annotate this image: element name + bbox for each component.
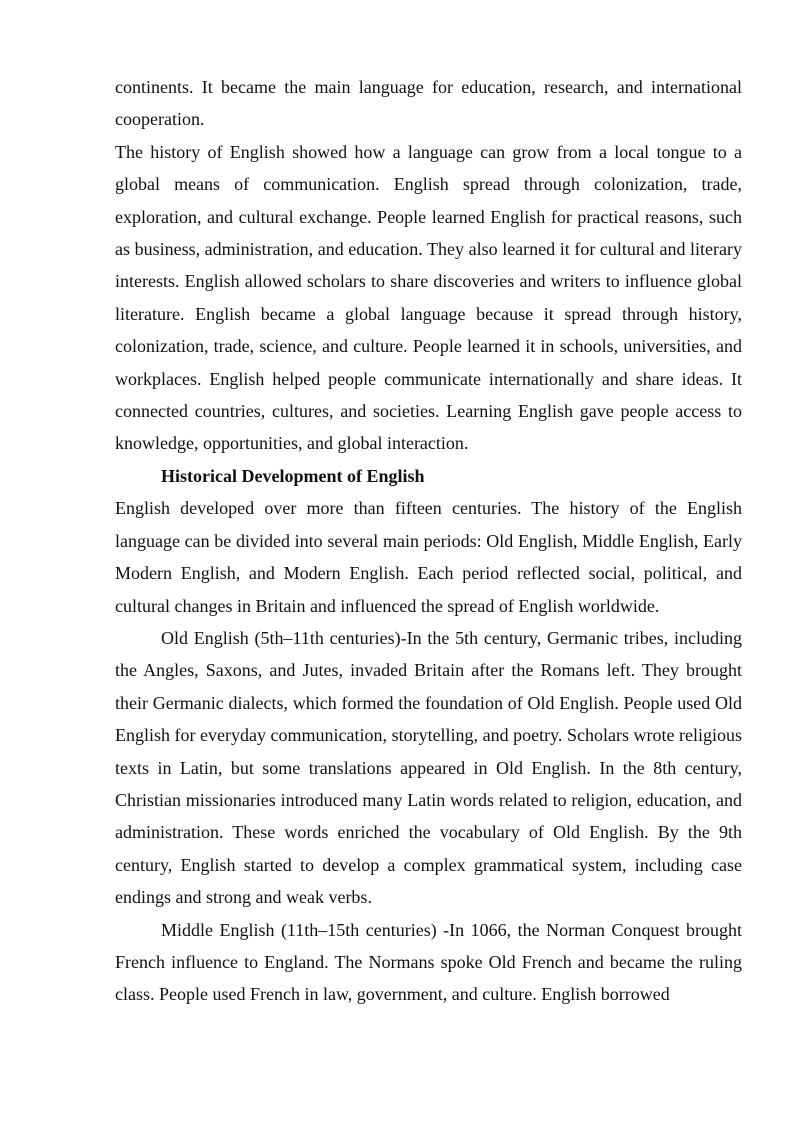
paragraph-middle-english: Middle English (11th–15th centuries) -In 1066, the Norman Conquest brought French influence to England. The Normans spoke Old French and became the ruling class. People used French in law, government, and culture. English borrowed xyxy=(115,919,742,1005)
document-page xyxy=(115,71,742,1011)
section-heading: Historical Development of English xyxy=(161,465,425,486)
paragraph-periods-overview: English developed over more than fifteen centuries. The history of the English language can be divided into several main periods: Old English, Middle English, Early Modern English, and Modern English. Each period reflected social, political, and cultural changes in Britain and influenced the spread of English worldwide. xyxy=(115,498,742,616)
paragraph-history-of-english: The history of English showed how a language can grow from a local tongue to a global means of communication. English spread through colonization, trade, exploration, and cultural exchange. People learned English for practical reasons, such as business, administration, and education. They also learned it for cultural and literary interests. English allowed scholars to share discoveries and writers to influence global literature. English became a global language because it spread through history, colonization, trade, science, and culture. People learned it in schools, universities, and workplaces. English helped people communicate internationally and share ideas. It connected countries, cultures, and societies. Learning English gave people access to knowledge, opportunities, and global interaction. xyxy=(115,141,742,454)
paragraph-old-english: Old English (5th–11th centuries)-In the 5th century, Germanic tribes, including the Angles, Saxons, and Jutes, invaded Britain after the Romans left. They brought their Germanic dialects, which formed the foundation of Old English. People used Old English for everyday communication, storytelling, and poetry. Scholars wrote religious texts in Latin, but some translations appeared in Old English. In the 8th century, Christian missionaries introduced many Latin words related to religion, education, and administration. These words enriched the vocabulary of Old English. By the 9th century, English started to develop a complex grammatical system, including case endings and strong and weak verbs. xyxy=(115,627,742,908)
paragraph-continuation: continents. It became the main language for education, research, and international cooperation. xyxy=(115,77,742,130)
